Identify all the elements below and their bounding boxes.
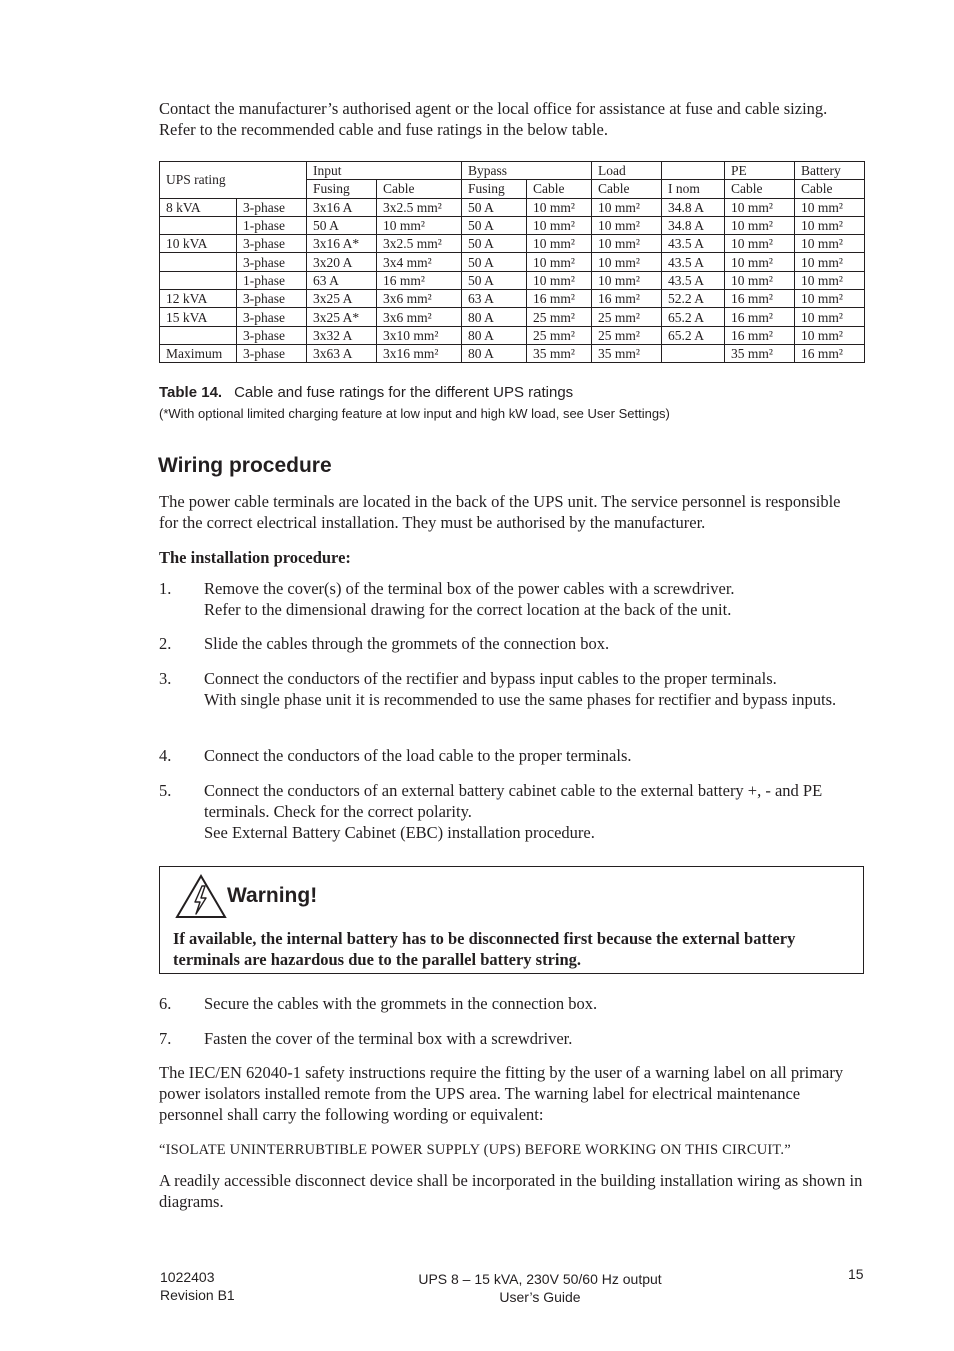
subheader-battery-cable: Cable — [795, 180, 865, 198]
cell-phase: 1-phase — [237, 216, 307, 234]
cell-ups-rating — [160, 326, 237, 344]
cell-battery-cable: 10 mm² — [795, 308, 865, 326]
warning-title: Warning! — [227, 884, 318, 907]
cable-fuse-ratings-table — [159, 161, 865, 363]
step-text: See External Battery Cabinet (EBC) installation procedure. — [204, 823, 595, 842]
cell-load-cable: 16 mm² — [592, 290, 662, 308]
cell-battery-cable: 10 mm² — [795, 235, 865, 253]
cell-bypass-fusing: 50 A — [462, 198, 527, 216]
cell-ups-rating: 8 kVA — [160, 198, 237, 216]
step-text: Slide the cables through the grommets of the connection box. — [204, 634, 610, 653]
cell-battery-cable: 10 mm² — [795, 216, 865, 234]
step-text: With single phase unit it is recommended to use the same phases for rectifier and bypass inputs. — [204, 690, 837, 709]
cell-input-cable: 3x4 mm² — [377, 253, 462, 271]
step-number: 7. — [159, 1029, 172, 1048]
cell-load-cable: 10 mm² — [592, 253, 662, 271]
cell-phase: 3-phase — [237, 326, 307, 344]
step-text: Remove the cover(s) of the terminal box of the power cables with a screwdriver. — [204, 579, 735, 598]
step-number: 1. — [159, 579, 172, 598]
step-text: Connect the conductors of the rectifier and bypass input cables to the proper terminals. — [204, 669, 777, 688]
footer-revision: Revision B1 — [160, 1287, 235, 1303]
cell-pe-cable: 10 mm² — [725, 235, 795, 253]
cell-bypass-fusing: 50 A — [462, 216, 527, 234]
table-caption — [159, 384, 573, 401]
cell-pe-cable: 16 mm² — [725, 326, 795, 344]
cell-bypass-fusing: 80 A — [462, 344, 527, 362]
header-pe: PE — [725, 162, 795, 180]
cell-phase: 3-phase — [237, 344, 307, 362]
cell-load-cable: 25 mm² — [592, 308, 662, 326]
cell-load-cable: 10 mm² — [592, 271, 662, 289]
header-empty — [662, 162, 725, 180]
step-number: 5. — [159, 781, 172, 800]
table-row — [160, 344, 865, 362]
cell-bypass-cable: 16 mm² — [527, 290, 592, 308]
cell-bypass-fusing: 80 A — [462, 308, 527, 326]
cell-pe-cable: 10 mm² — [725, 271, 795, 289]
cell-input-cable: 3x2.5 mm² — [377, 198, 462, 216]
cell-phase: 3-phase — [237, 308, 307, 326]
section-heading: Wiring procedure — [158, 454, 332, 477]
cell-pe-cable: 10 mm² — [725, 253, 795, 271]
cell-battery-cable: 16 mm² — [795, 344, 865, 362]
cell-inom: 43.5 A — [662, 253, 725, 271]
cell-ups-rating — [160, 271, 237, 289]
cell-input-fusing: 63 A — [307, 271, 377, 289]
footer-product: UPS 8 – 15 kVA, 230V 50/60 Hz output — [418, 1271, 662, 1287]
wiring-intro-paragraph: The power cable terminals are located in the back of the UPS unit. The service personnel is responsible for the correct electrical installation. They must be authorised by the manufacturer. — [159, 492, 841, 532]
cell-bypass-fusing: 50 A — [462, 235, 527, 253]
cell-input-fusing: 3x25 A — [307, 290, 377, 308]
footer-product-info — [400, 1270, 680, 1306]
subheader-input-cable: Cable — [377, 180, 462, 198]
step-number: 3. — [159, 669, 172, 688]
disconnect-device-paragraph: A readily accessible disconnect device shall be incorporated in the building installation wiring as shown in diagrams. — [159, 1171, 863, 1211]
cell-load-cable: 25 mm² — [592, 326, 662, 344]
cell-input-cable: 3x16 mm² — [377, 344, 462, 362]
table-row — [160, 253, 865, 271]
table-row — [160, 271, 865, 289]
header-bypass: Bypass — [462, 162, 592, 180]
header-load: Load — [592, 162, 662, 180]
cell-battery-cable: 10 mm² — [795, 290, 865, 308]
table-row — [160, 235, 865, 253]
cell-inom: 43.5 A — [662, 235, 725, 253]
cell-bypass-fusing: 80 A — [462, 326, 527, 344]
cell-ups-rating: 12 kVA — [160, 290, 237, 308]
cell-bypass-fusing: 50 A — [462, 271, 527, 289]
subheader-bypass-cable: Cable — [527, 180, 592, 198]
step-number: 6. — [159, 994, 172, 1013]
cell-input-cable: 3x6 mm² — [377, 308, 462, 326]
cell-inom: 34.8 A — [662, 198, 725, 216]
step-number: 2. — [159, 634, 172, 653]
cell-bypass-cable: 10 mm² — [527, 271, 592, 289]
warning-label-wording: “ISOLATE UNINTERRUBTIBLE POWER SUPPLY (UPS) BEFORE WORKING ON THIS CIRCUIT.” — [159, 1142, 791, 1158]
step-text: Secure the cables with the grommets in the connection box. — [204, 994, 598, 1013]
cell-ups-rating: 15 kVA — [160, 308, 237, 326]
cell-phase: 3-phase — [237, 235, 307, 253]
header-input: Input — [307, 162, 462, 180]
cell-ups-rating: 10 kVA — [160, 235, 237, 253]
step-text: Refer to the dimensional drawing for the correct location at the back of the unit. — [204, 600, 732, 619]
cell-battery-cable: 10 mm² — [795, 198, 865, 216]
table-row — [160, 216, 865, 234]
step-item — [159, 633, 863, 654]
table-caption-text: Cable and fuse ratings for the different UPS ratings — [234, 384, 574, 401]
step-number: 4. — [159, 746, 172, 765]
cell-input-fusing: 3x63 A — [307, 344, 377, 362]
installation-procedure-label: The installation procedure: — [159, 548, 351, 567]
step-text: Fasten the cover of the terminal box with a screwdriver. — [204, 1029, 573, 1048]
footer-page-number: 15 — [848, 1266, 864, 1282]
cell-inom: 43.5 A — [662, 271, 725, 289]
cell-ups-rating: Maximum — [160, 344, 237, 362]
cell-phase: 3-phase — [237, 290, 307, 308]
cell-input-cable: 3x10 mm² — [377, 326, 462, 344]
footer-doc-number: 1022403 — [160, 1269, 215, 1285]
table-header-row — [160, 162, 865, 180]
cell-pe-cable: 16 mm² — [725, 308, 795, 326]
table-row — [160, 198, 865, 216]
cell-load-cable: 35 mm² — [592, 344, 662, 362]
step-item — [159, 668, 863, 710]
cell-bypass-cable: 10 mm² — [527, 216, 592, 234]
cell-inom: 65.2 A — [662, 308, 725, 326]
footer-guide: User’s Guide — [499, 1289, 581, 1305]
cell-inom: 52.2 A — [662, 290, 725, 308]
cell-input-fusing: 3x32 A — [307, 326, 377, 344]
footer-document-info — [160, 1268, 235, 1304]
cell-phase: 3-phase — [237, 253, 307, 271]
cell-battery-cable: 10 mm² — [795, 271, 865, 289]
cell-input-fusing: 50 A — [307, 216, 377, 234]
subheader-inom: I nom — [662, 180, 725, 198]
cell-bypass-cable: 35 mm² — [527, 344, 592, 362]
cell-ups-rating — [160, 253, 237, 271]
step-item — [159, 993, 863, 1014]
cell-pe-cable: 35 mm² — [725, 344, 795, 362]
step-item — [159, 578, 863, 620]
cell-bypass-cable: 25 mm² — [527, 326, 592, 344]
cell-battery-cable: 10 mm² — [795, 253, 865, 271]
step-item — [159, 1028, 863, 1049]
table-caption-label: Table 14. — [159, 384, 223, 401]
header-ups-rating: UPS rating — [160, 162, 307, 199]
high-voltage-warning-icon — [175, 874, 227, 919]
cell-bypass-fusing: 63 A — [462, 290, 527, 308]
cell-bypass-fusing: 50 A — [462, 253, 527, 271]
cell-load-cable: 10 mm² — [592, 216, 662, 234]
cell-input-cable: 16 mm² — [377, 271, 462, 289]
step-text: Connect the conductors of the load cable to the proper terminals. — [204, 746, 632, 765]
cell-bypass-cable: 10 mm² — [527, 235, 592, 253]
cell-bypass-cable: 10 mm² — [527, 198, 592, 216]
cell-pe-cable: 10 mm² — [725, 198, 795, 216]
cell-load-cable: 10 mm² — [592, 235, 662, 253]
cell-inom: 65.2 A — [662, 326, 725, 344]
intro-paragraph: Contact the manufacturer’s authorised agent or the local office for assistance at fuse and cable sizing. Refer to the recommended cable and fuse ratings in the below table. — [159, 99, 828, 139]
safety-instructions-paragraph: The IEC/EN 62040-1 safety instructions require the fitting by the user of a warning label on all primary power isolators installed remote from the UPS area. The warning label for electrical maintenance personnel shall carry the following wording or equivalent: — [159, 1063, 844, 1124]
subheader-bypass-fusing: Fusing — [462, 180, 527, 198]
table-caption-note: (*With optional limited charging feature at low input and high kW load, see User Settings) — [159, 406, 670, 421]
cell-pe-cable: 10 mm² — [725, 216, 795, 234]
cell-phase: 1-phase — [237, 271, 307, 289]
cell-input-cable: 10 mm² — [377, 216, 462, 234]
table-row — [160, 326, 865, 344]
warning-text: If available, the internal battery has to be disconnected first because the external battery terminals are hazardous due to the parallel battery string. — [173, 929, 796, 969]
cell-input-fusing: 3x16 A — [307, 198, 377, 216]
step-item — [159, 780, 863, 843]
table-row — [160, 290, 865, 308]
cell-phase: 3-phase — [237, 198, 307, 216]
cell-input-cable: 3x2.5 mm² — [377, 235, 462, 253]
subheader-load-cable: Cable — [592, 180, 662, 198]
subheader-pe-cable: Cable — [725, 180, 795, 198]
subheader-input-fusing: Fusing — [307, 180, 377, 198]
cell-input-fusing: 3x20 A — [307, 253, 377, 271]
header-battery: Battery — [795, 162, 865, 180]
step-text: Connect the conductors of an external battery cabinet cable to the external battery +, - and PE terminals. Check for the correct polarity. — [204, 781, 823, 821]
cell-pe-cable: 16 mm² — [725, 290, 795, 308]
cell-inom — [662, 344, 725, 362]
step-item — [159, 745, 863, 766]
cell-bypass-cable: 25 mm² — [527, 308, 592, 326]
cell-input-fusing: 3x25 A* — [307, 308, 377, 326]
cell-input-fusing: 3x16 A* — [307, 235, 377, 253]
cell-inom: 34.8 A — [662, 216, 725, 234]
cell-bypass-cable: 10 mm² — [527, 253, 592, 271]
table-row — [160, 308, 865, 326]
cell-battery-cable: 10 mm² — [795, 326, 865, 344]
cell-ups-rating — [160, 216, 237, 234]
cell-load-cable: 10 mm² — [592, 198, 662, 216]
cell-input-cable: 3x6 mm² — [377, 290, 462, 308]
warning-box — [159, 866, 864, 974]
